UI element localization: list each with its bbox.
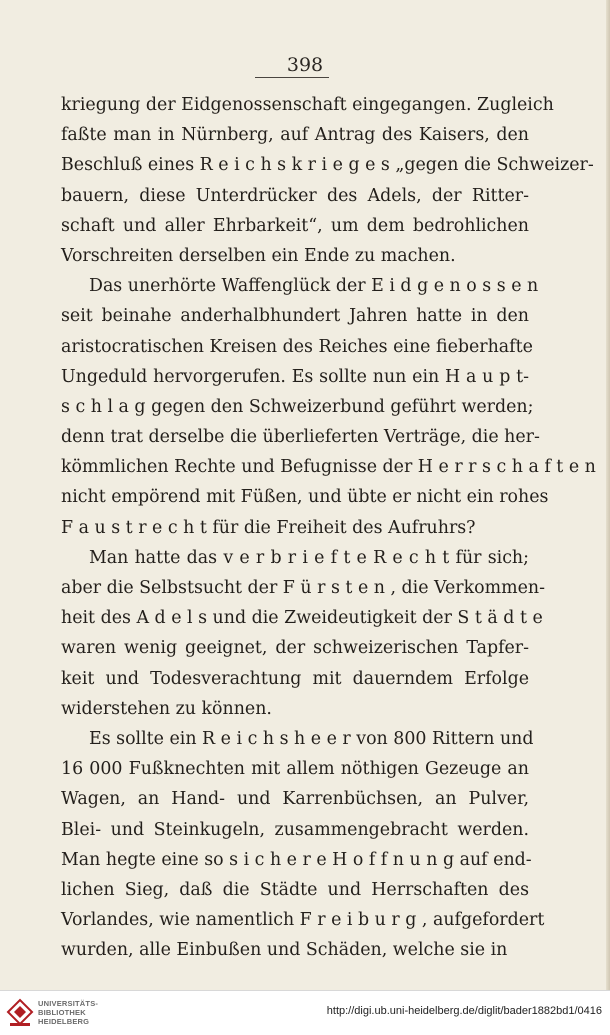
text-line: aristocratischen Kreisen des Reiches eine fieberhafte: [61, 336, 533, 357]
text-line: widerstehen zu können.: [61, 698, 272, 719]
text-line: Es sollte ein R e i c h s h e e r von 800 Rittern und: [89, 728, 534, 749]
text-line: seit beinahe anderhalbhundert Jahren hatte in den: [61, 306, 529, 327]
text-line: denn trat derselbe die überlieferten Verträge, die her-: [61, 427, 540, 448]
text-line: kömmlichen Rechte und Befugnisse der H e r r s c h a f t e n: [61, 457, 596, 478]
text-line: wurden, alle Einbußen und Schäden, welche sie in: [61, 940, 508, 961]
text-line: Man hatte das v e r b r i e f t e R e c h t für sich;: [89, 547, 529, 568]
text-line: Vorlandes, wie namentlich F r e i b u r g , aufgefordert: [61, 910, 545, 931]
text-line: F a u s t r e c h t für die Freiheit des Aufruhrs?: [61, 517, 476, 538]
text-line: Wagen, an Hand- und Karrenbüchsen, an Pulver,: [61, 789, 529, 810]
text-line: faßte man in Nürnberg, auf Antrag des Kaisers, den: [61, 125, 529, 146]
page-edge: [606, 0, 610, 990]
footer-bar: [0, 990, 610, 1035]
text-line: Man hegte eine so s i c h e r e H o f f n u n g auf end-: [61, 849, 532, 870]
source-url-link[interactable]: http://digi.ub.uni-heidelberg.de/diglit/bader1882bd1/0416: [326, 1005, 602, 1017]
library-name: [38, 999, 98, 1026]
page-number-rule: [255, 77, 329, 78]
text-line: bauern, diese Unterdrücker des Adels, der Ritter-: [61, 185, 529, 206]
text-line: Das unerhörte Waffenglück der E i d g e n o s s e n: [89, 276, 539, 297]
text-line: waren wenig geeignet, der schweizerischen Tapfer-: [61, 638, 529, 659]
text-line: kriegung der Eidgenossenschaft eingegangen. Zugleich: [61, 95, 554, 115]
text-line: Beschluß eines R e i c h s k r i e g e s „gegen die Schweizer-: [61, 155, 594, 176]
text-line: Vorschreiten derselben ein Ende zu machen.: [61, 245, 456, 266]
university-library-logo-icon: [6, 998, 34, 1028]
text-line: nicht empörend mit Füßen, und übte er nicht ein rohes: [61, 487, 549, 508]
library-name-line: BIBLIOTHEK: [38, 1008, 86, 1017]
text-line: aber die Selbstsucht der F ü r s t e n , die Verkommen-: [61, 578, 545, 598]
text-line: schaft und aller Ehrbarkeit“, um dem bedrohlichen: [61, 215, 529, 236]
text-line: heit des A d e l s und die Zweideutigkeit der S t ä d t e: [61, 608, 543, 629]
text-line: lichen Sieg, daß die Städte und Herrschaften des: [61, 879, 529, 900]
text-line: s c h l a g gegen den Schweizerbund geführt werden;: [61, 396, 534, 417]
body-text: [61, 90, 596, 965]
page-number: 398: [286, 54, 324, 76]
text-line: keit und Todesverachtung mit dauerndem Erfolge: [61, 668, 529, 689]
text-line: Blei- und Steinkugeln, zusammengebracht werden.: [61, 819, 529, 840]
text-line: 16 000 Fußknechten mit allem nöthigen Gezeuge an: [61, 759, 529, 780]
text-line: Ungeduld hervorgerufen. Es sollte nun ein H a u p t-: [61, 366, 529, 387]
library-name-line: UNIVERSITÄTS-: [38, 999, 99, 1008]
library-name-line: HEIDELBERG: [38, 1017, 90, 1026]
